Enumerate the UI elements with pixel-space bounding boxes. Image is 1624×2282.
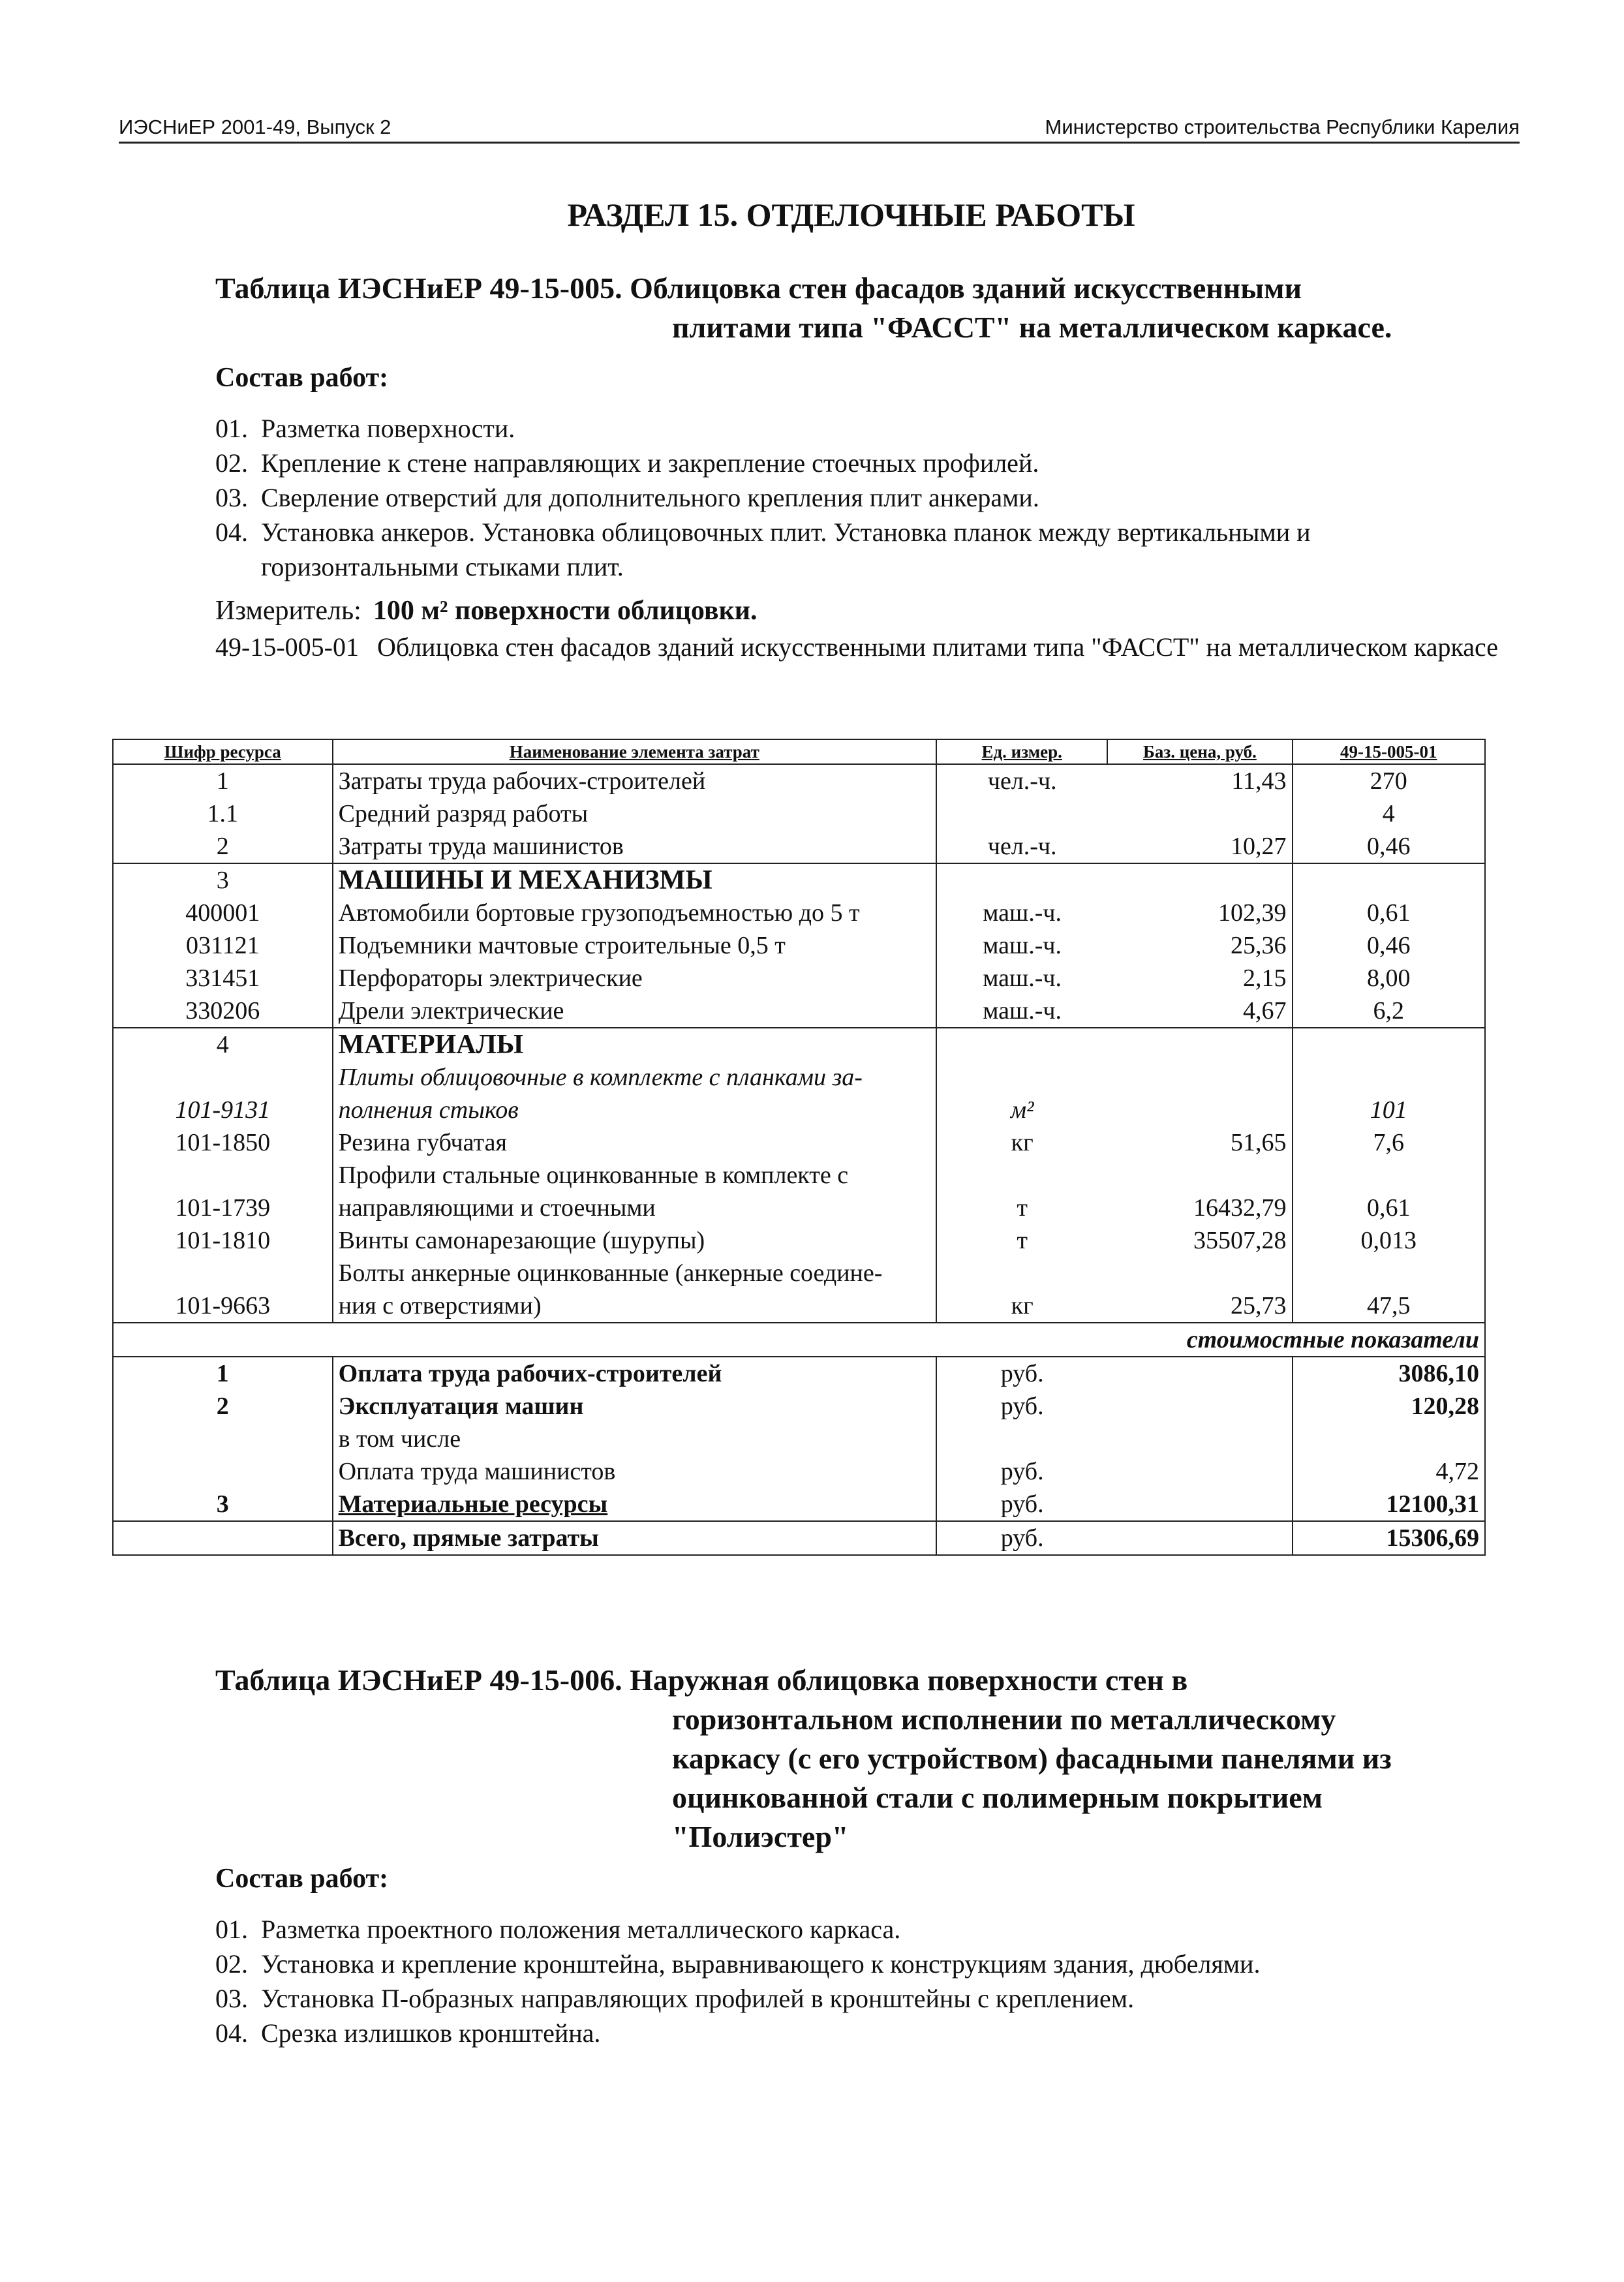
- table-row: 2 Затраты труда машинистов чел.-ч. 10,27 0,46: [113, 830, 1485, 863]
- table-row: 101-1850 Резина губчатая кг 51,65 7,6: [113, 1126, 1485, 1159]
- table1-work-label: Состав работ:: [215, 363, 389, 393]
- table2-work-list: [215, 1912, 1514, 2050]
- table-row: 101-1810 Винты самонарезающие (шурупы) т 35507,28 0,013: [113, 1224, 1485, 1257]
- table-row: Плиты облицовочные в комплекте с планками за-: [113, 1061, 1485, 1094]
- work-item: 03. Сверление отверстий для дополнительного крепления плит анкерами.: [215, 483, 1039, 512]
- header-right: Министерство строительства Республики Карелия: [1045, 116, 1520, 138]
- table-row: 031121 Подъемники мачтовые строительные 0,5 т маш.-ч. 25,36 0,46: [113, 929, 1485, 962]
- table-row: 331451 Перфораторы электрические маш.-ч. 2,15 8,00: [113, 962, 1485, 995]
- code-description: [215, 630, 1514, 665]
- meter: [215, 595, 757, 626]
- table-header-row: [113, 739, 1485, 764]
- cost-label-row: [113, 1323, 1485, 1357]
- col-value: 49-15-005-01: [1293, 739, 1486, 764]
- resource-table: [112, 739, 1486, 1556]
- table-row: 101-9131 полнения стыков м² 101: [113, 1094, 1485, 1126]
- table2-title-line: "Полиэстер": [672, 1820, 849, 1853]
- cost-label: стоимостные показатели: [113, 1323, 1485, 1357]
- meter-value: 100 м² поверхности облицовки.: [373, 596, 758, 626]
- table2-title-lead: Таблица ИЭСНиЕР 49-15-006. Наружная облицовка поверхности стен в: [215, 1663, 1188, 1697]
- table-row: Болты анкерные оцинкованные (анкерные соедине-: [113, 1257, 1485, 1289]
- cost-row: 3 Материальные ресурсы руб. 12100,31: [113, 1488, 1485, 1521]
- table-row: 1 Затраты труда рабочих-строителей чел.-ч. 11,43 270: [113, 764, 1485, 797]
- work-item: 03. Установка П-образных направляющих профилей в кронштейны с креплением.: [215, 1984, 1135, 2013]
- section-title: РАЗДЕЛ 15. ОТДЕЛОЧНЫЕ РАБОТЫ: [567, 196, 1135, 233]
- table1-work-list: [215, 411, 1514, 584]
- table1-title: [215, 269, 1392, 347]
- meter-label: Измеритель:: [215, 596, 361, 626]
- work-item: 01. Разметка проектного положения металлического каркаса.: [215, 1915, 901, 1944]
- table-row: 3 МАШИНЫ И МЕХАНИЗМЫ: [113, 863, 1485, 897]
- cost-row: в том числе: [113, 1423, 1485, 1455]
- col-name: Наименование элемента затрат: [333, 739, 936, 764]
- cost-row: Оплата труда машинистов руб. 4,72: [113, 1455, 1485, 1488]
- table2-title-line: горизонтальном исполнении по металлическому: [672, 1703, 1336, 1736]
- table2-title-line: оцинкованной стали с полимерным покрытием: [672, 1781, 1323, 1814]
- table-row: 1.1 Средний разряд работы 4: [113, 797, 1485, 830]
- table2-title-line: каркасу (с его устройством) фасадными панелями из: [672, 1742, 1392, 1775]
- table-row: 4 МАТЕРИАЛЫ: [113, 1028, 1485, 1061]
- col-price: Баз. цена, руб.: [1107, 739, 1292, 764]
- table-row: 101-1739 направляющими и стоечными т 16432,79 0,61: [113, 1192, 1485, 1224]
- table-row: 101-9663 ния с отверстиями) кг 25,73 47,5: [113, 1289, 1485, 1323]
- work-item: 04. Срезка излишков кронштейна.: [215, 2018, 601, 2048]
- table-row: 330206 Дрели электрические маш.-ч. 4,67 6,2: [113, 995, 1485, 1028]
- work-item: 04. Установка анкеров. Установка облицовочных плит. Установка планок между вертикальными и горизонтальными стыками плит.: [215, 517, 1311, 581]
- cost-row: 2 Эксплуатация машин руб. 120,28: [113, 1390, 1485, 1423]
- work-item: 01. Разметка поверхности.: [215, 414, 515, 443]
- code-text: Облицовка стен фасадов зданий искусственными плитами типа "ФАССТ" на металлическом каркасе: [376, 632, 1499, 662]
- header-left: ИЭСНиЕР 2001-49, Выпуск 2: [119, 116, 391, 138]
- col-unit: Ед. измер.: [936, 739, 1107, 764]
- table1-title-lead: Таблица ИЭСНиЕР 49-15-005. Облицовка стен фасадов зданий искусственными: [215, 271, 1302, 305]
- table-row: Профили стальные оцинкованные в комплекте с: [113, 1159, 1485, 1192]
- table1-title-cont: плитами типа "ФАССТ" на металлическом каркасе.: [672, 311, 1392, 344]
- col-code: Шифр ресурса: [113, 739, 333, 764]
- table2-title: [215, 1661, 1392, 1857]
- table-row: 400001 Автомобили бортовые грузоподъемностью до 5 т маш.-ч. 102,39 0,61: [113, 897, 1485, 929]
- cost-row: 1 Оплата труда рабочих-строителей руб. 3086,10: [113, 1357, 1485, 1390]
- work-item: 02. Крепление к стене направляющих и закрепление стоечных профилей.: [215, 448, 1039, 478]
- total-row: Всего, прямые затраты руб. 15306,69: [113, 1521, 1485, 1555]
- page-header: [119, 108, 1520, 144]
- code: 49-15-005-01: [215, 632, 359, 662]
- table2-work-label: Состав работ:: [215, 1864, 389, 1894]
- work-item: 02. Установка и крепление кронштейна, выравнивающего к конструкциям здания, дюбелями.: [215, 1949, 1261, 1979]
